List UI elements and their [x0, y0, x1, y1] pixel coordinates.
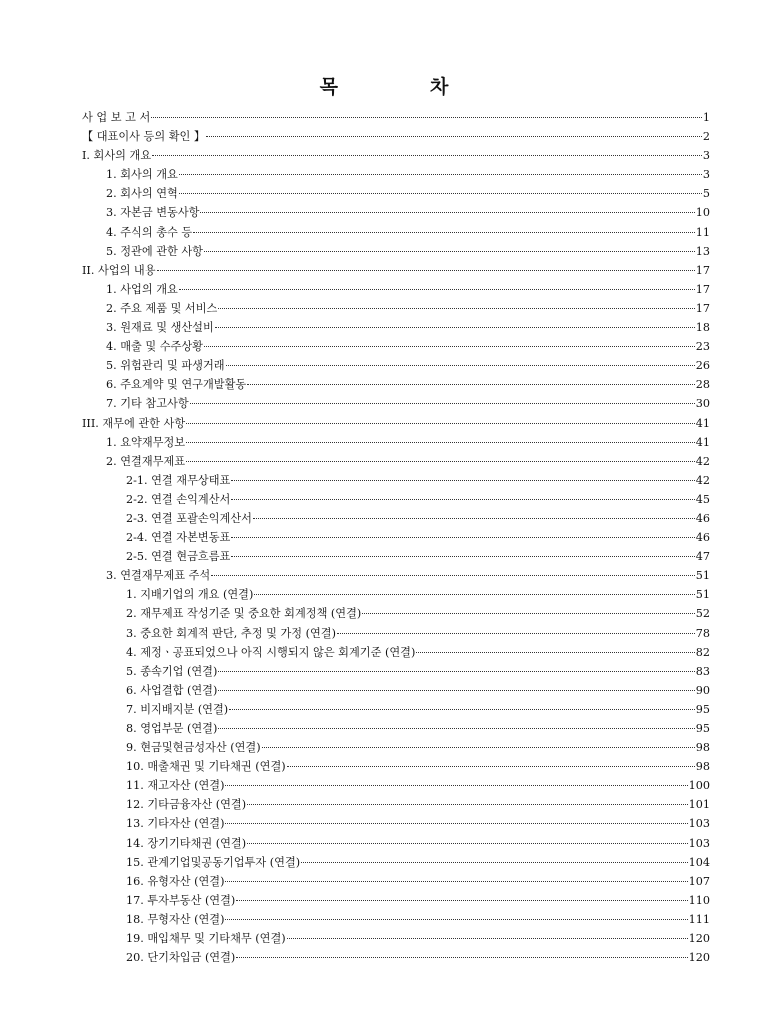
toc-entry-page-number: 111 [688, 912, 710, 926]
toc-entry[interactable] [82, 834, 710, 853]
toc-leader-dots [231, 555, 694, 557]
toc-leader-dots [362, 612, 694, 614]
toc-entry-label: 7. 기타 참고사항 [106, 397, 189, 411]
toc-entry-page-number: 5 [702, 187, 710, 201]
toc-leader-dots [190, 402, 695, 404]
toc-entry-label: 18. 무형자산 (연결) [126, 912, 225, 926]
toc-entry-label: 19. 매입채무 및 기타채무 (연결) [126, 932, 286, 946]
toc-entry-label: 17. 투자부동산 (연결) [126, 893, 236, 907]
toc-entry-page-number: 41 [695, 435, 710, 449]
toc-entry-label: 2-5. 연결 현금흐름표 [126, 550, 231, 564]
toc-entry-label: 11. 재고자산 (연결) [126, 779, 225, 793]
toc-entry-page-number: 120 [688, 951, 710, 965]
toc-leader-dots [225, 880, 687, 882]
toc-entry-label: 2-4. 연결 자본변동표 [126, 531, 231, 545]
toc-entry[interactable] [82, 776, 710, 795]
toc-entry-page-number: 95 [695, 702, 710, 716]
toc-entry-page-number: 98 [695, 760, 710, 774]
toc-entry[interactable] [82, 433, 710, 452]
toc-leader-dots [218, 727, 694, 729]
toc-entry-page-number: 17 [695, 282, 710, 296]
toc-entry-page-number: 1 [702, 111, 710, 124]
toc-leader-dots [231, 536, 694, 538]
toc-entry-label: 8. 영업부문 (연결) [126, 722, 218, 735]
toc-entry-page-number: 101 [688, 798, 710, 812]
toc-entry-label: 6. 사업결합 (연결) [126, 683, 218, 697]
toc-entry[interactable] [82, 509, 710, 528]
toc-entry[interactable] [82, 814, 710, 833]
toc-entry[interactable] [82, 165, 710, 184]
toc-entry-page-number: 2 [702, 130, 710, 144]
toc-leader-dots [218, 670, 694, 672]
toc-entry[interactable] [82, 948, 710, 967]
toc-entry[interactable] [82, 108, 710, 127]
toc-entry-page-number: 95 [695, 722, 710, 735]
toc-leader-dots [206, 135, 702, 137]
toc-entry-label: I. 회사의 개요 [82, 149, 152, 163]
toc-entry-label: 10. 매출채권 및 기타채권 (연결) [126, 760, 286, 774]
toc-leader-dots [179, 192, 702, 194]
toc-entry-label: 2-1. 연결 재무상태표 [126, 473, 231, 487]
toc-entry-page-number: 17 [695, 301, 710, 315]
toc-entry[interactable] [82, 528, 710, 547]
toc-leader-dots [253, 517, 695, 519]
toc-leader-dots [301, 861, 688, 863]
toc-leader-dots [236, 899, 687, 901]
toc-entry[interactable] [82, 738, 710, 757]
toc-leader-dots [186, 422, 695, 424]
toc-entry-page-number: 23 [695, 340, 710, 354]
toc-entry-page-number: 110 [688, 893, 710, 907]
toc-entry-page-number: 11 [695, 225, 710, 239]
toc-entry-label: 1. 사업의 개요 [106, 282, 178, 296]
toc-leader-dots [226, 364, 695, 366]
toc-entry-label: 3. 원재료 및 생산설비 [106, 321, 214, 335]
toc-leader-dots [204, 345, 695, 347]
toc-leader-dots [262, 746, 695, 748]
toc-entry[interactable] [82, 375, 710, 394]
toc-leader-dots [254, 593, 694, 595]
toc-entry[interactable] [82, 452, 710, 471]
toc-entry[interactable] [82, 299, 710, 318]
toc-leader-dots [179, 288, 695, 290]
toc-leader-dots [193, 231, 695, 233]
toc-entry-label: 【 대표이사 등의 확인 】 [82, 130, 206, 144]
toc-entry-label: 5. 정관에 관한 사항 [106, 244, 203, 258]
toc-entry-label: 9. 현금및현금성자산 (연결) [126, 741, 261, 755]
toc-entry[interactable] [82, 643, 710, 662]
toc-leader-dots [157, 269, 695, 271]
toc-entry[interactable] [82, 223, 710, 242]
toc-leader-dots [337, 632, 695, 634]
toc-entry[interactable] [82, 471, 710, 490]
toc-entry-page-number: 17 [695, 263, 710, 277]
toc-entry-label: 2. 주요 제품 및 서비스 [106, 301, 218, 315]
toc-leader-dots [225, 918, 687, 920]
toc-leader-dots [225, 784, 687, 786]
toc-entry[interactable] [82, 624, 710, 643]
toc-leader-dots [229, 708, 695, 710]
toc-entry-page-number: 103 [688, 836, 710, 850]
toc-entry-label: 14. 장기기타채권 (연결) [126, 836, 247, 850]
toc-leader-dots [236, 956, 687, 958]
toc-entry[interactable] [82, 872, 710, 891]
toc-entry-page-number: 82 [695, 645, 710, 659]
toc-entry-label: 12. 기타금융자산 (연결) [126, 798, 247, 812]
toc-entry-page-number: 83 [695, 664, 710, 678]
toc-leader-dots [151, 116, 702, 118]
toc-leader-dots [247, 803, 688, 805]
toc-entry-page-number: 28 [695, 378, 710, 392]
toc-entry-label: 5. 종속기업 (연결) [126, 664, 218, 678]
toc-entry[interactable] [82, 700, 710, 719]
toc-entry-page-number: 51 [695, 588, 710, 602]
toc-entry[interactable] [82, 146, 710, 165]
toc-leader-dots [247, 383, 695, 385]
toc-entry[interactable] [82, 356, 710, 375]
table-of-contents [82, 108, 710, 967]
toc-entry[interactable] [82, 261, 710, 280]
toc-entry[interactable] [82, 490, 710, 509]
toc-entry-label: 2. 회사의 연혁 [106, 187, 178, 201]
toc-entry-label: 16. 유형자산 (연결) [126, 874, 225, 888]
toc-entry[interactable] [82, 203, 710, 222]
toc-entry-page-number: 46 [695, 511, 710, 525]
page-title [0, 72, 768, 99]
toc-leader-dots [231, 479, 694, 481]
toc-entry[interactable] [82, 719, 710, 738]
toc-leader-dots [211, 574, 695, 576]
toc-entry-label: 4. 제정ㆍ공표되었으나 아직 시행되지 않은 회계기준 (연결) [126, 645, 416, 659]
toc-entry-page-number: 47 [695, 550, 710, 564]
toc-entry-label: 6. 주요계약 및 연구개발활동 [106, 378, 247, 392]
toc-entry[interactable] [82, 604, 710, 623]
toc-entry-page-number: 42 [695, 473, 710, 487]
toc-entry-label: 1. 회사의 개요 [106, 168, 178, 182]
toc-leader-dots [287, 937, 688, 939]
toc-entry-label: 1. 지배기업의 개요 (연결) [126, 588, 254, 602]
toc-entry[interactable] [82, 337, 710, 356]
toc-leader-dots [200, 211, 694, 213]
toc-leader-dots [215, 326, 695, 328]
toc-entry-page-number: 103 [688, 817, 710, 831]
toc-entry-page-number: 10 [695, 206, 710, 220]
toc-leader-dots [179, 173, 702, 175]
toc-entry-page-number: 42 [695, 454, 710, 468]
toc-entry[interactable] [82, 318, 710, 337]
toc-entry-page-number: 90 [695, 683, 710, 697]
toc-leader-dots [152, 154, 702, 156]
toc-leader-dots [225, 822, 687, 824]
toc-leader-dots [218, 689, 694, 691]
toc-entry-label: 2-3. 연결 포괄손익계산서 [126, 511, 252, 525]
toc-leader-dots [186, 441, 695, 443]
toc-entry-label: 4. 매출 및 수주상황 [106, 340, 203, 354]
toc-entry[interactable] [82, 280, 710, 299]
toc-entry-label: 7. 비지배지분 (연결) [126, 702, 229, 716]
title-part-2: 차 [430, 76, 449, 98]
toc-entry-page-number: 3 [702, 168, 710, 182]
toc-entry-label: 20. 단기차입금 (연결) [126, 951, 236, 965]
toc-entry-page-number: 98 [695, 741, 710, 755]
toc-entry[interactable] [82, 585, 710, 604]
toc-entry-label: 사 업 보 고 서 [82, 111, 151, 124]
toc-entry-label: 3. 중요한 회계적 판단, 추정 및 가정 (연결) [126, 626, 336, 640]
toc-entry-page-number: 107 [688, 874, 710, 888]
toc-entry-label: III. 재무에 관한 사항 [82, 416, 186, 430]
toc-leader-dots [218, 307, 694, 309]
toc-entry-label: 2-2. 연결 손익계산서 [126, 492, 231, 506]
toc-entry-page-number: 30 [695, 397, 710, 411]
toc-entry-page-number: 46 [695, 531, 710, 545]
toc-entry[interactable] [82, 242, 710, 261]
toc-entry[interactable] [82, 681, 710, 700]
toc-leader-dots [247, 842, 688, 844]
toc-entry[interactable] [82, 853, 710, 872]
toc-leader-dots [416, 651, 694, 653]
toc-entry-label: II. 사업의 내용 [82, 263, 156, 277]
toc-entry-label: 15. 관계기업및공동기업투자 (연결) [126, 855, 301, 869]
toc-entry[interactable] [82, 929, 710, 948]
toc-entry[interactable] [82, 547, 710, 566]
toc-entry[interactable] [82, 127, 710, 146]
toc-entry[interactable] [82, 414, 710, 433]
toc-entry-label: 3. 자본금 변동사항 [106, 206, 200, 220]
toc-entry-page-number: 13 [695, 244, 710, 258]
toc-entry[interactable] [82, 757, 710, 776]
toc-entry[interactable] [82, 662, 710, 681]
toc-entry-label: 5. 위험관리 및 파생거래 [106, 359, 225, 373]
toc-entry-page-number: 120 [688, 932, 710, 946]
toc-entry-page-number: 100 [688, 779, 710, 793]
toc-entry-page-number: 3 [702, 149, 710, 163]
toc-entry[interactable] [82, 891, 710, 910]
toc-entry-page-number: 104 [688, 855, 710, 869]
toc-entry-page-number: 52 [695, 607, 710, 621]
toc-entry-label: 1. 요약재무정보 [106, 435, 186, 449]
toc-entry-page-number: 51 [695, 569, 710, 583]
toc-entry-page-number: 45 [695, 492, 710, 506]
toc-leader-dots [287, 765, 695, 767]
toc-entry[interactable] [82, 795, 710, 814]
toc-entry[interactable] [82, 184, 710, 203]
toc-entry-label: 4. 주식의 총수 등 [106, 225, 193, 239]
toc-entry-label: 13. 기타자산 (연결) [126, 817, 225, 831]
toc-entry[interactable] [82, 394, 710, 413]
title-part-1: 목 [319, 76, 338, 98]
toc-entry-page-number: 18 [695, 321, 710, 335]
toc-leader-dots [204, 250, 695, 252]
toc-entry-page-number: 41 [695, 416, 710, 430]
toc-entry-page-number: 78 [695, 626, 710, 640]
toc-entry[interactable] [82, 910, 710, 929]
toc-leader-dots [186, 460, 695, 462]
toc-entry-label: 2. 재무제표 작성기준 및 중요한 회계정책 (연결) [126, 607, 362, 621]
toc-entry[interactable] [82, 566, 710, 585]
toc-entry-label: 3. 연결재무제표 주석 [106, 569, 211, 583]
toc-entry-label: 2. 연결재무제표 [106, 454, 186, 468]
toc-leader-dots [231, 498, 694, 500]
toc-entry-page-number: 26 [695, 359, 710, 373]
